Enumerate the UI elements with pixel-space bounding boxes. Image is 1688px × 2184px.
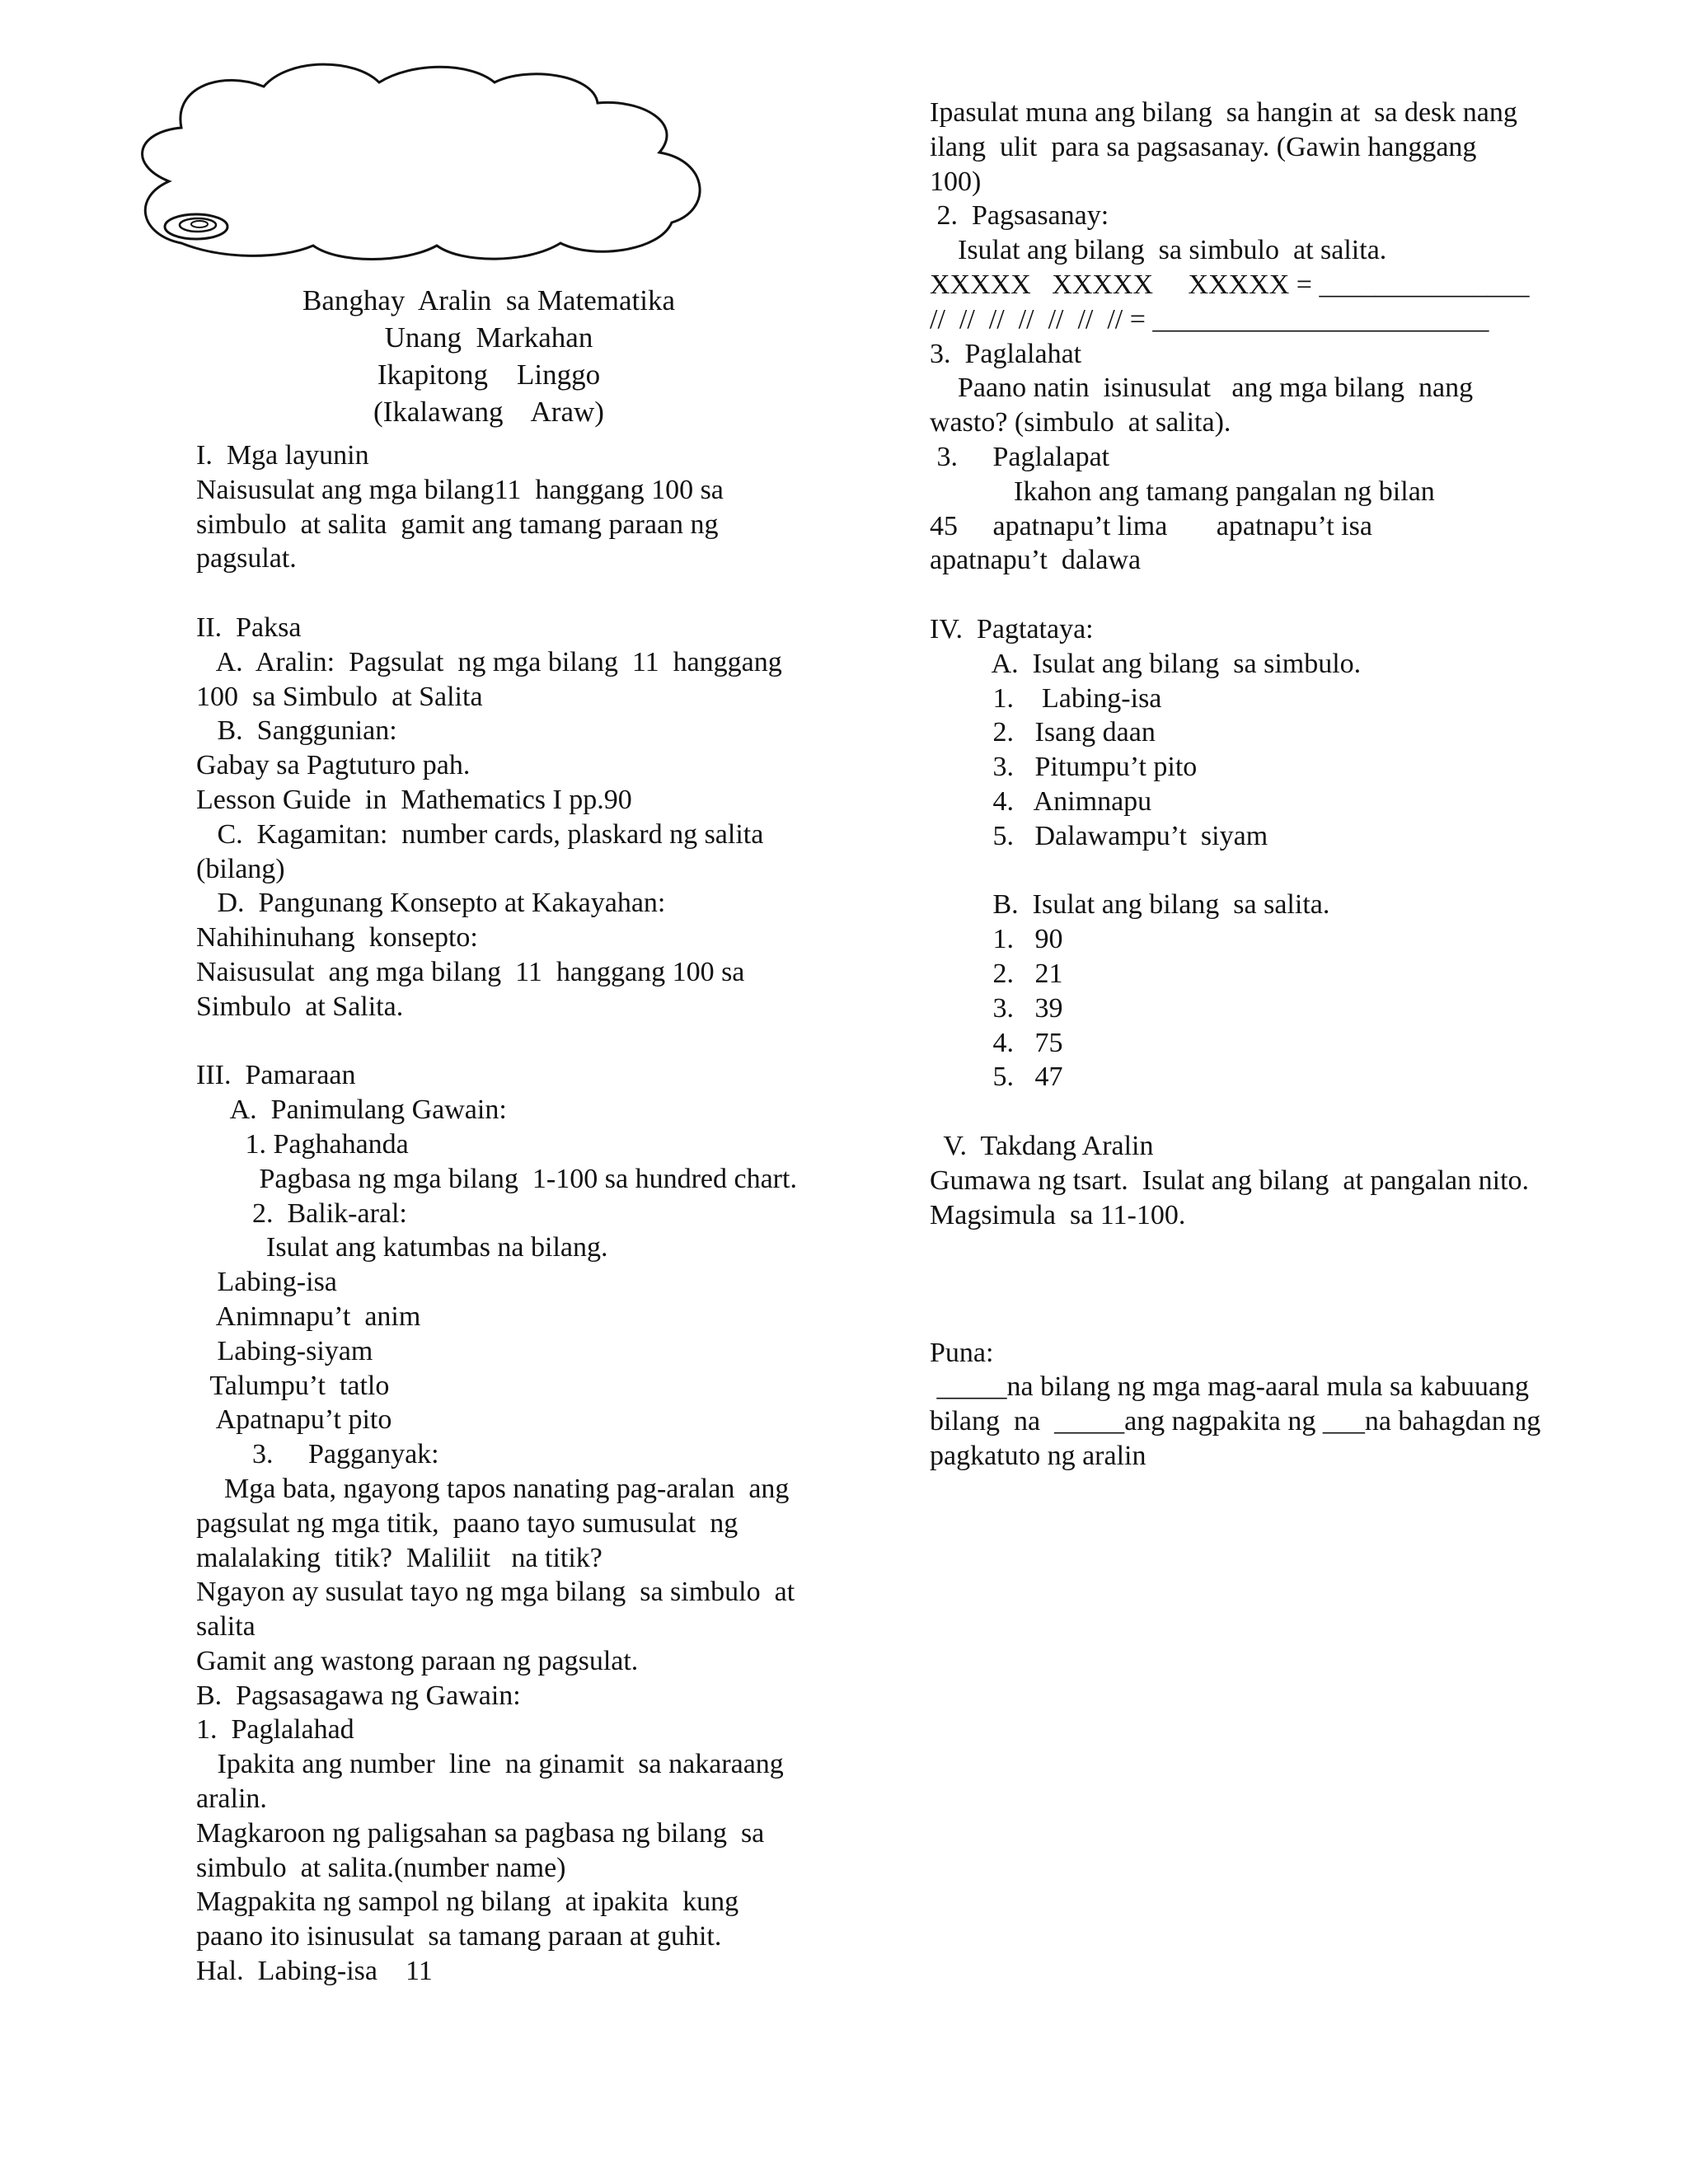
text-line: wasto? (simbulo at salita). bbox=[930, 407, 1231, 438]
text-line: B. Isulat ang bilang sa salita. bbox=[930, 889, 1330, 921]
text-line: Hal. Labing-isa 11 bbox=[196, 1956, 433, 1987]
text-line: 1. 90 bbox=[930, 924, 1063, 955]
text-line: A. Isulat ang bilang sa simbulo. bbox=[930, 648, 1362, 679]
text-line: Mga bata, ngayong tapos nanating pag-aralan ang bbox=[196, 1473, 790, 1504]
text-line: malalaking titik? Maliliit na titik? bbox=[196, 1542, 603, 1573]
title-line: Ikapitong Linggo bbox=[377, 359, 601, 391]
text-line: Puna: bbox=[930, 1337, 994, 1368]
text-line: III. Pamaraan bbox=[196, 1060, 356, 1091]
text-line: 3. 39 bbox=[930, 992, 1063, 1024]
text-line: Pagbasa ng mga bilang 1-100 sa hundred chart. bbox=[196, 1163, 797, 1194]
text-line: Isulat ang bilang sa simbulo at salita. bbox=[930, 235, 1387, 266]
text-line: Gumawa ng tsart. Isulat ang bilang at pangalan nito. bbox=[930, 1165, 1530, 1196]
left-column-text bbox=[196, 438, 856, 1989]
text-line: IV. Pagtataya: bbox=[930, 613, 1094, 644]
text-line bbox=[930, 1094, 1589, 1129]
text-line: I. Mga layunin bbox=[196, 440, 369, 471]
text-line: simbulo at salita gamit ang tamang paraan ng bbox=[196, 509, 719, 540]
text-line: Lesson Guide in Mathematics I pp.90 bbox=[196, 784, 632, 815]
text-line: Ipasulat muna ang bilang sa hangin at sa desk nang bbox=[930, 97, 1517, 128]
text-line: C. Kagamitan: number cards, plaskard ng salita bbox=[196, 818, 764, 850]
right-column-text bbox=[930, 96, 1589, 1474]
text-line: 4. Animnapu bbox=[930, 785, 1152, 817]
text-line: 3. Paglalapat bbox=[930, 441, 1110, 472]
text-line: pagsulat ng mga titik, paano tayo sumusulat ng bbox=[196, 1507, 738, 1539]
text-line: Gamit ang wastong paraan ng pagsulat. bbox=[196, 1645, 639, 1676]
text-line: simbulo at salita.(number name) bbox=[196, 1852, 566, 1883]
title-line: Unang Markahan bbox=[384, 321, 593, 354]
text-line: B. Pagsasagawa ng Gawain: bbox=[196, 1680, 521, 1711]
text-line: Simbulo at Salita. bbox=[196, 991, 404, 1022]
text-line bbox=[196, 576, 856, 611]
text-line: 2. Isang daan bbox=[930, 717, 1156, 748]
text-line bbox=[930, 578, 1589, 612]
text-line: ilang ulit para sa pagsasanay. (Gawin hanggang bbox=[930, 131, 1477, 162]
left-column bbox=[196, 284, 856, 1989]
text-line: A. Aralin: Pagsulat ng mga bilang 11 hanggang bbox=[196, 646, 782, 677]
text-line: 2. 21 bbox=[930, 958, 1063, 989]
text-line: pagsulat. bbox=[196, 543, 297, 574]
text-line: apatnapu’t dalawa bbox=[930, 545, 1142, 576]
text-line: Ngayon ay susulat tayo ng mga bilang sa simbulo at bbox=[196, 1577, 795, 1608]
title-line: (Ikalawang Araw) bbox=[373, 396, 604, 428]
text-line bbox=[196, 1024, 856, 1059]
text-line: Talumpu’t tatlo bbox=[196, 1370, 390, 1401]
text-line: Animnapu’t anim bbox=[196, 1301, 421, 1332]
text-line: 1. Paglalahad bbox=[196, 1714, 354, 1746]
cloud-decoration bbox=[132, 58, 725, 264]
text-line: 3. Pagganyak: bbox=[196, 1439, 439, 1470]
text-line: Ipakita ang number line na ginamit sa nakaraang bbox=[196, 1749, 784, 1780]
text-line: // // // // // // // = ________________________ bbox=[930, 303, 1489, 335]
text-line: 5. 47 bbox=[930, 1062, 1063, 1093]
text-line: Magpakita ng sampol ng bilang at ipakita kung bbox=[196, 1886, 739, 1918]
text-line: 1. Paghahanda bbox=[196, 1128, 409, 1160]
text-line: 3. Paglalahat bbox=[930, 338, 1082, 369]
text-line: Nahihinuhang konsepto: bbox=[196, 922, 478, 954]
text-line: 5. Dalawampu’t siyam bbox=[930, 820, 1268, 851]
text-line: D. Pangunang Konsepto at Kakayahan: bbox=[196, 888, 666, 919]
text-line: Ikahon ang tamang pangalan ng bilan bbox=[930, 476, 1435, 507]
right-column bbox=[930, 96, 1589, 1474]
text-line: 2. Balik-aral: bbox=[196, 1197, 407, 1229]
document-title bbox=[171, 284, 831, 432]
text-line: 100 sa Simbulo at Salita bbox=[196, 681, 483, 712]
text-line: _____na bilang ng mga mag-aaral mula sa kabuuang bbox=[930, 1371, 1529, 1403]
text-line: 4. 75 bbox=[930, 1027, 1063, 1058]
text-line: 1. Labing-isa bbox=[930, 682, 1162, 714]
title-line: Banghay Aralin sa Matematika bbox=[302, 284, 675, 316]
text-line: Magkaroon ng paligsahan sa pagbasa ng bilang sa bbox=[196, 1817, 765, 1849]
text-line: Paano natin isinusulat ang mga bilang nang bbox=[930, 373, 1474, 404]
text-line: paano ito isinusulat sa tamang paraan at guhit. bbox=[196, 1921, 722, 1952]
text-line: 100) bbox=[930, 166, 982, 197]
text-line: salita bbox=[196, 1611, 256, 1643]
text-line: Isulat ang katumbas na bilang. bbox=[196, 1232, 608, 1263]
text-line: II. Paksa bbox=[196, 612, 302, 643]
text-line bbox=[930, 1267, 1589, 1301]
text-line: aralin. bbox=[196, 1783, 267, 1815]
text-line: (bilang) bbox=[196, 853, 285, 884]
text-line: 2. Pagsasanay: bbox=[930, 200, 1109, 232]
text-line: 45 apatnapu’t lima apatnapu’t isa bbox=[930, 510, 1372, 541]
text-line: Naisusulat ang mga bilang11 hanggang 100 sa bbox=[196, 474, 724, 505]
text-line: Labing-siyam bbox=[196, 1335, 373, 1366]
text-line: XXXXX XXXXX XXXXX = _______________ bbox=[930, 269, 1530, 300]
text-line: Apatnapu’t pito bbox=[196, 1404, 392, 1436]
text-line bbox=[930, 1232, 1589, 1267]
text-line: Gabay sa Pagtuturo pah. bbox=[196, 750, 471, 781]
text-line bbox=[930, 1301, 1589, 1336]
text-line: Magsimula sa 11-100. bbox=[930, 1199, 1186, 1230]
text-line: bilang na _____ang nagpakita ng ___na bahagdan ng bbox=[930, 1406, 1541, 1437]
text-line: 3. Pitumpu’t pito bbox=[930, 752, 1198, 783]
text-line: Labing-isa bbox=[196, 1267, 337, 1298]
text-line: B. Sanggunian: bbox=[196, 715, 397, 747]
text-line bbox=[930, 854, 1589, 888]
text-line: V. Takdang Aralin bbox=[930, 1130, 1154, 1161]
text-line: Naisusulat ang mga bilang 11 hanggang 100 sa bbox=[196, 956, 745, 987]
text-line: A. Panimulang Gawain: bbox=[196, 1094, 507, 1126]
text-line: pagkatuto ng aralin bbox=[930, 1441, 1146, 1472]
